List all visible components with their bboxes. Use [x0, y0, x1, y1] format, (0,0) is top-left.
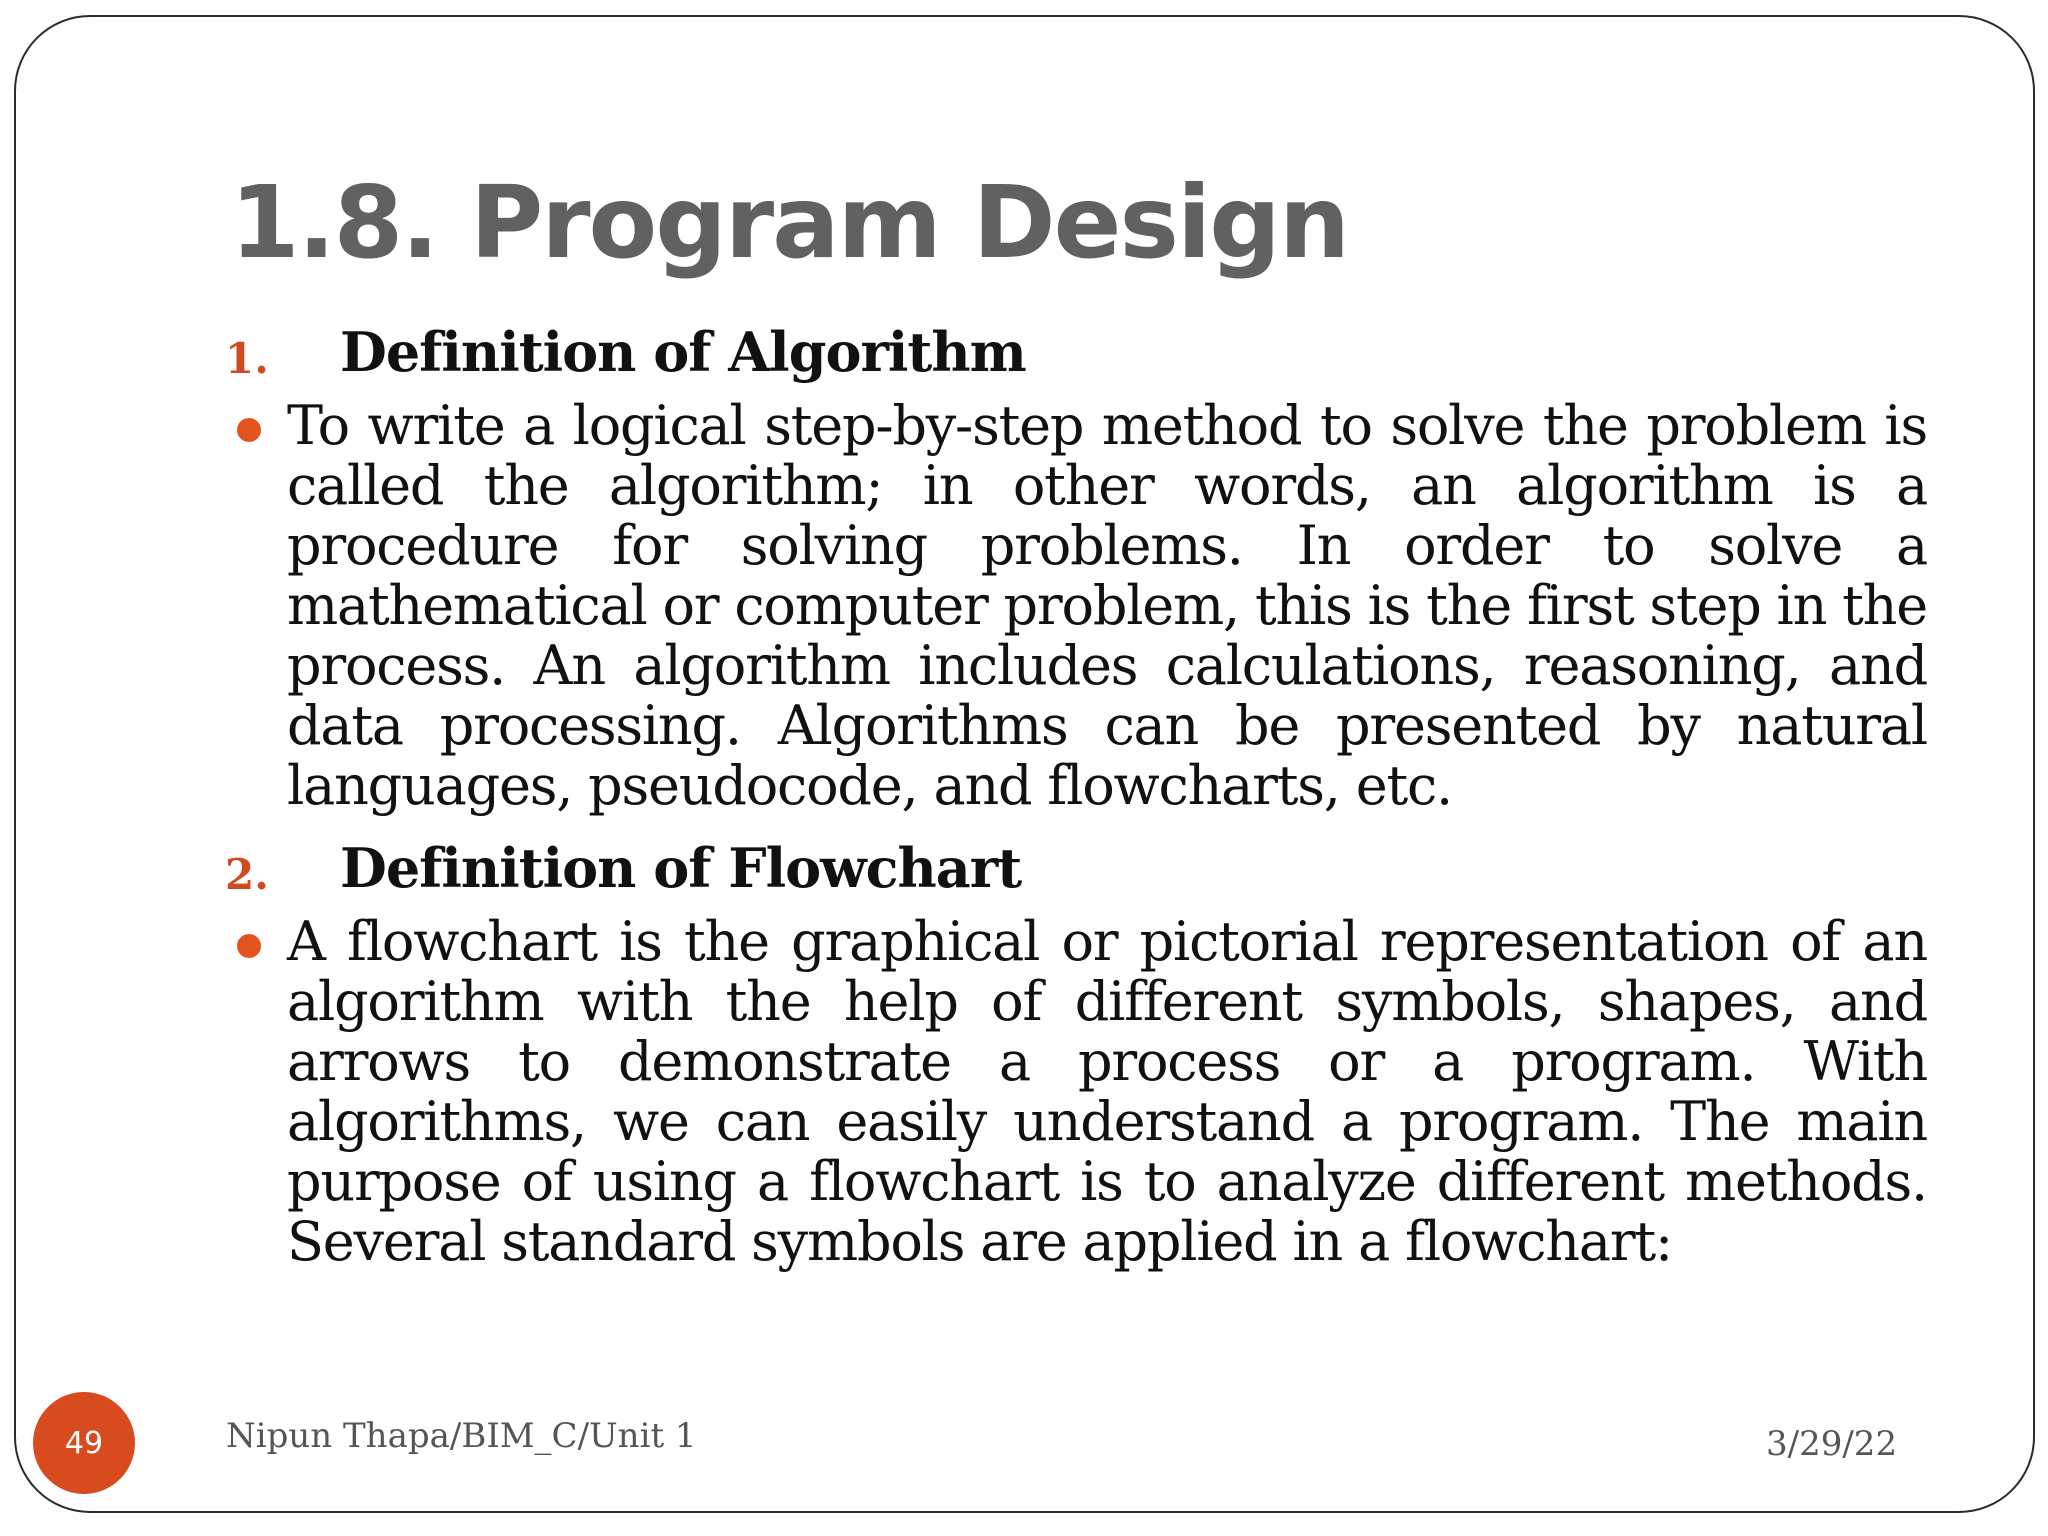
section-heading-text: Definition of Algorithm — [340, 320, 1026, 384]
bullet-dot-icon — [237, 418, 261, 442]
section-heading-algorithm — [225, 320, 1925, 390]
footer-author: Nipun Thapa/BIM_C/Unit 1 — [226, 1416, 697, 1456]
section-heading-text: Definition of Flowchart — [340, 836, 1022, 900]
slide-content — [225, 320, 1925, 1292]
footer-date: 3/29/22 — [1766, 1424, 1898, 1464]
slide-title: 1.8. Program Design — [230, 164, 1349, 281]
section-number: 2. — [225, 850, 269, 899]
page-number-badge — [33, 1392, 135, 1494]
page-number: 49 — [64, 1425, 104, 1461]
bullet-flowchart — [225, 912, 1925, 1272]
bullet-text: To write a logical step-by-step method to solve the problem is called the algorithm; in other words, an algorithm is a procedure for solving problems. In order to solve a mathematical or computer problem, this is the first step in the process. An algorithm includes calculations, reasoning, and data processing. Algorithms can be presented by natural languages, pseudocode, and flowcharts, etc. — [287, 394, 1927, 817]
section-number: 1. — [225, 334, 269, 383]
bullet-dot-icon — [237, 934, 261, 958]
bullet-algorithm — [225, 396, 1925, 816]
section-heading-flowchart — [225, 836, 1925, 906]
bullet-text: A flowchart is the graphical or pictorial representation of an algorithm with the help of different symbols, shapes, and arrows to demonstrate a process or a program. With algorithms, we can easily understand a program. The main purpose of using a flowchart is to analyze different methods. Several standard symbols are applied in a flowchart: — [287, 910, 1927, 1273]
